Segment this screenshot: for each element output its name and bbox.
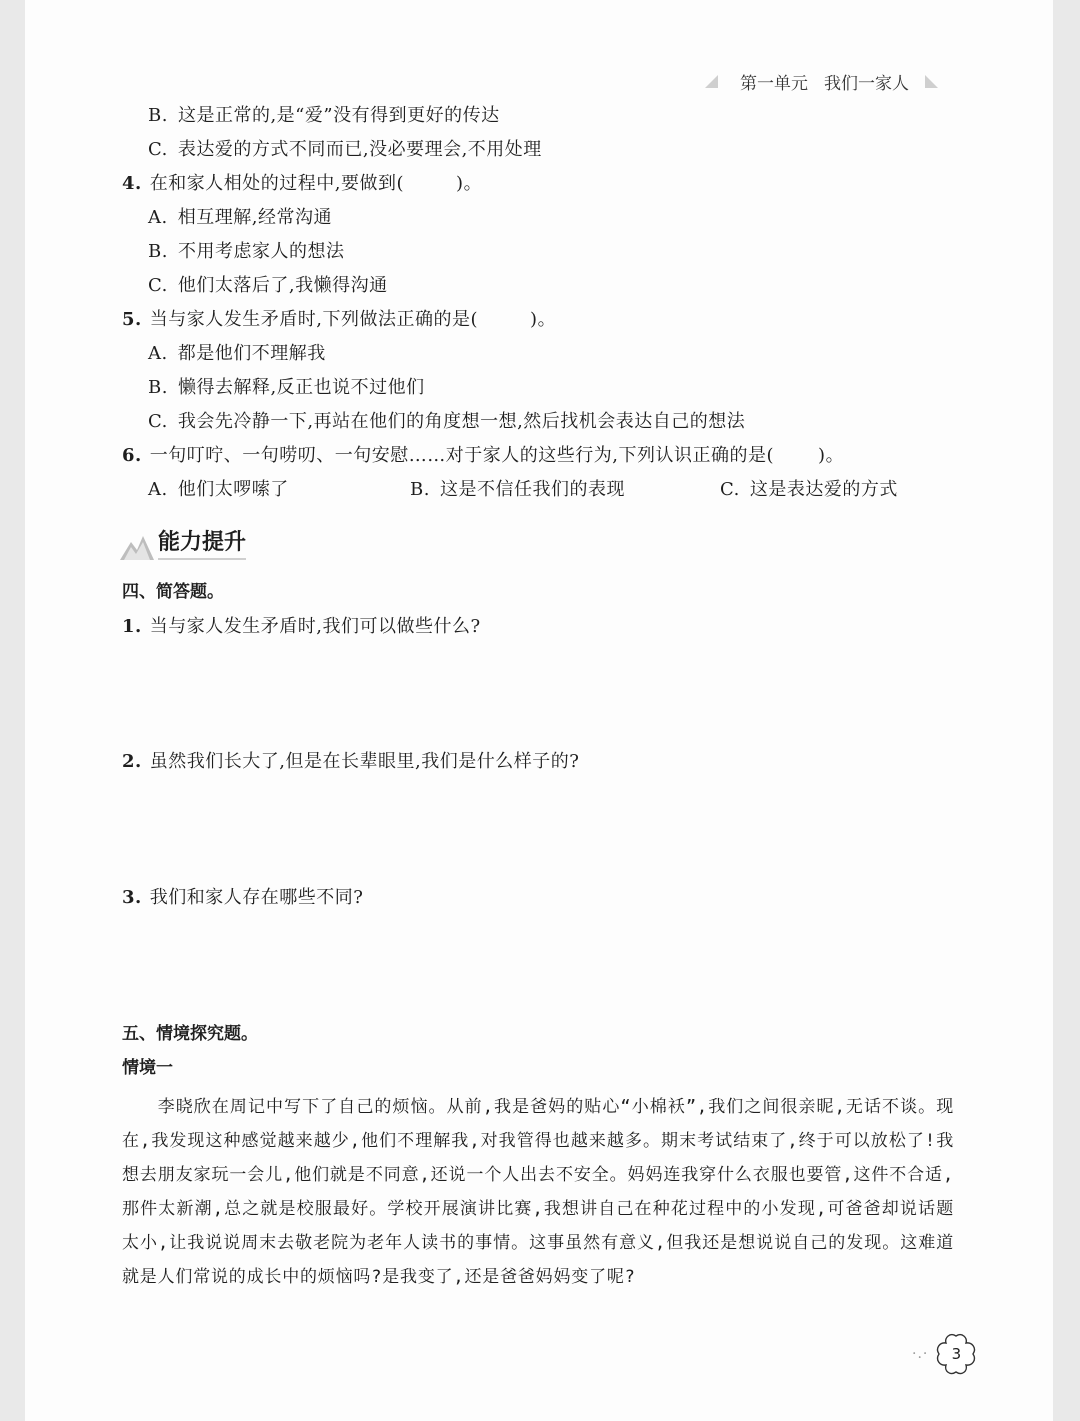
q5-stem: 5. 当与家人发生矛盾时,下列做法正确的是( )。	[122, 309, 557, 330]
q3-option-c: C. 表达爱的方式不同而已,没必要理会,不用处理	[148, 139, 542, 160]
scenario-text: 李晓欣在周记中写下了自己的烦恼。从前,我是爸妈的贴心“小棉袄”,我们之间很亲昵,无话不谈。现在,我发现这种感觉越来越少,他们不理解我,对我管得也越来越多。期末考试结束了,终于可以放松了!我想去朋友家玩一会儿,他们就是不同意,还说一个人出去不安全。妈妈连我穿什么衣服也要管,这件不合适,那件太新潮,总之就是校服最好。学校开展演讲比赛,我想讲自己在种花过程中的小发现,可爸爸却说话题太小,让我说说周末去敬老院为老年人读书的事情。这事虽然有意义,但我还是想说说自己的发现。这难道就是人们常说的成长中的烦恼吗?是我变了,还是爸爸妈妈变了呢?	[122, 1097, 954, 1287]
q3-option-b: B. 这是正常的,是“爱”没有得到更好的传达	[148, 105, 500, 126]
dots-decoration: ·.·	[912, 1346, 929, 1362]
section-title: 能力提升	[158, 525, 246, 560]
page-number-badge	[912, 1330, 980, 1378]
q5-option-b: B. 懒得去解释,反正也说不过他们	[148, 377, 425, 398]
header-unit: 第一单元	[740, 73, 808, 94]
header-title: 我们一家人	[824, 73, 909, 94]
part4-question-3: 3. 我们和家人存在哪些不同?	[122, 887, 364, 908]
q5-option-c: C. 我会先冷静一下,再站在他们的角度想一想,然后找机会表达自己的想法	[148, 411, 746, 432]
q5-option-a: A. 都是他们不理解我	[148, 343, 326, 364]
q4-option-c: C. 他们太落后了,我懒得沟通	[148, 275, 388, 296]
part5-heading: 五、情境探究题。	[122, 1024, 258, 1044]
scenario-title: 情境一	[122, 1058, 173, 1078]
section-ability-improvement	[120, 526, 246, 560]
part4-question-1: 1. 当与家人发生矛盾时,我们可以做些什么?	[122, 616, 481, 637]
q6-stem: 6. 一句叮咛、一句唠叨、一句安慰……对于家人的这些行为,下列认识正确的是( )。	[122, 445, 845, 466]
q6-option-a: A. 他们太啰嗦了	[148, 479, 289, 500]
part4-heading: 四、简答题。	[122, 582, 224, 602]
q4-option-a: A. 相互理解,经常沟通	[148, 207, 332, 228]
q6-option-c: C. 这是表达爱的方式	[720, 479, 898, 500]
q4-stem: 4. 在和家人相处的过程中,要做到( )。	[122, 173, 483, 194]
header-right-triangle-icon	[925, 75, 938, 88]
page-header	[705, 66, 938, 96]
q4-option-b: B. 不用考虑家人的想法	[148, 241, 345, 262]
flower-icon	[932, 1330, 980, 1378]
q6-option-b: B. 这是不信任我们的表现	[410, 479, 625, 500]
mountain-icon	[120, 534, 154, 560]
header-left-triangle-icon	[705, 75, 718, 88]
part4-question-2: 2. 虽然我们长大了,但是在长辈眼里,我们是什么样子的?	[122, 751, 580, 772]
page-number: 3	[951, 1345, 962, 1363]
